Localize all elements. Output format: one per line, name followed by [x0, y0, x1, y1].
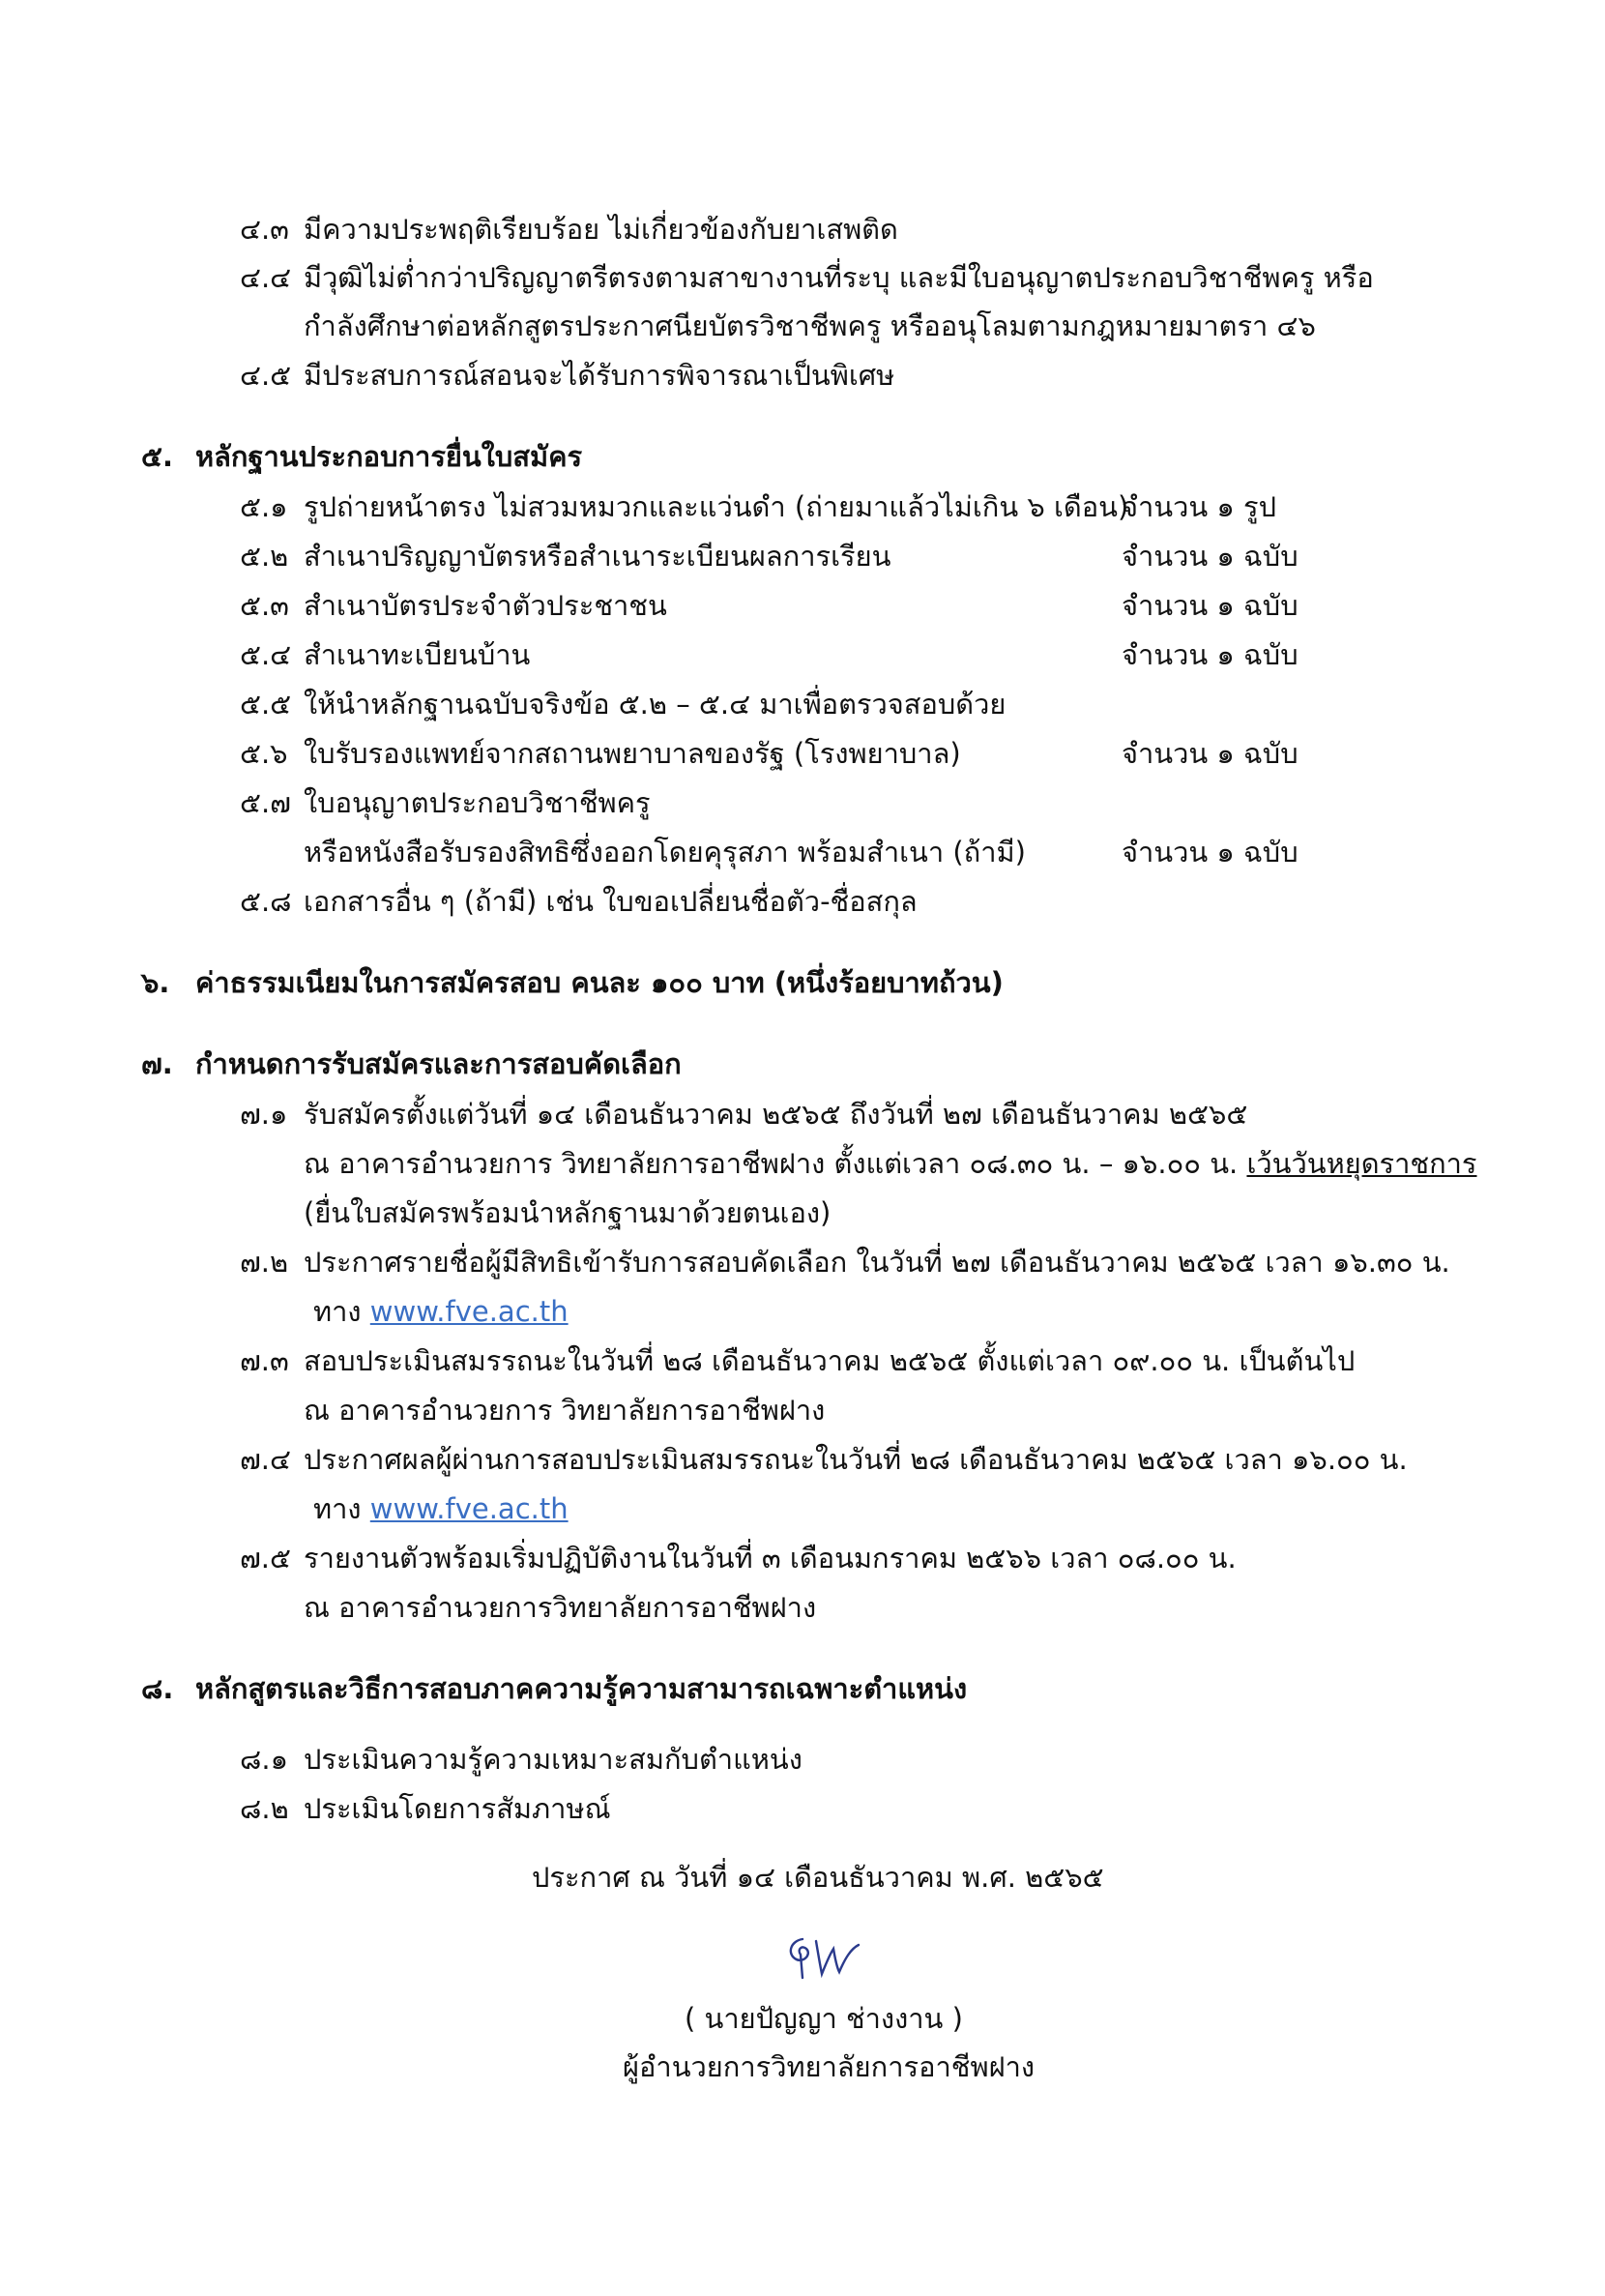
section-title: ค่าธรรมเนียมในการสมัครสอบ คนละ ๑๐๐ บาท (หนึ่งร้อยบาทถ้วน)	[195, 966, 1004, 999]
item-7-4	[240, 1443, 1408, 1476]
signature-stroke-1	[791, 1939, 808, 1978]
item-5-6-quantity: จำนวน ๑ ฉบับ	[1122, 737, 1299, 770]
item-text: ใบรับรองแพทย์จากสถานพยาบาลของรัฐ (โรงพยาบาล)	[304, 737, 961, 770]
item-number: ๗.๕	[240, 1542, 291, 1575]
section-title: กำหนดการรับสมัครและการสอบคัดเลือก	[195, 1047, 682, 1080]
item-number: ๘.๑	[240, 1743, 288, 1776]
section-number: ๕.	[141, 440, 173, 473]
item-7-4-via	[313, 1492, 569, 1525]
section-5-heading	[141, 440, 583, 473]
item-text: รายงานตัวพร้อมเริ่มปฏิบัติงานในวันที่ ๓ เดือนมกราคม ๒๕๖๖ เวลา ๐๘.๐๐ น.	[304, 1542, 1237, 1575]
item-7-3-continuation: ณ อาคารอำนวยการ วิทยาลัยการอาชีพฝาง	[304, 1394, 826, 1427]
item-number: ๔.๓	[240, 213, 289, 246]
item-number: ๔.๕	[240, 359, 292, 392]
location-time-text: ณ อาคารอำนวยการ วิทยาลัยการอาชีพฝาง ตั้งแต่เวลา ๐๘.๓๐ น. – ๑๖.๐๐ น.	[304, 1147, 1239, 1180]
item-number: ๔.๔	[240, 261, 292, 294]
item-text: สำเนาทะเบียนบ้าน	[304, 638, 531, 671]
item-5-8	[240, 885, 918, 918]
item-text: ประกาศผลผู้ผ่านการสอบประเมินสมรรถนะในวันที่ ๒๘ เดือนธันวาคม ๒๕๖๕ เวลา ๑๖.๐๐ น.	[304, 1443, 1408, 1476]
item-number: ๗.๔	[240, 1443, 291, 1476]
section-number: ๖.	[141, 966, 170, 999]
via-label: ทาง	[313, 1492, 362, 1525]
item-number: ๕.๖	[240, 737, 288, 770]
item-number: ๕.๔	[240, 638, 292, 671]
section-6-heading	[141, 966, 1004, 999]
section-title: หลักสูตรและวิธีการสอบภาคความรู้ความสามารถเฉพาะตำแหน่ง	[195, 1672, 968, 1705]
item-7-2	[240, 1246, 1450, 1279]
signature-stroke-2	[816, 1941, 859, 1974]
item-5-1-quantity: จำนวน ๑ รูป	[1122, 490, 1277, 523]
item-text: ประกาศรายชื่อผู้มีสิทธิเข้ารับการสอบคัดเลือก ในวันที่ ๒๗ เดือนธันวาคม ๒๕๖๕ เวลา ๑๖.๓๐ น.	[304, 1246, 1450, 1279]
item-number: ๗.๓	[240, 1344, 289, 1377]
website-link[interactable]: www.fve.ac.th	[369, 1492, 569, 1525]
item-number: ๕.๒	[240, 540, 289, 573]
holiday-note: เว้นวันหยุดราชการ	[1246, 1147, 1477, 1180]
item-5-2-quantity: จำนวน ๑ ฉบับ	[1122, 540, 1299, 573]
item-text: รับสมัครตั้งแต่วันที่ ๑๔ เดือนธันวาคม ๒๕๖๕ ถึงวันที่ ๒๗ เดือนธันวาคม ๒๕๖๕	[304, 1098, 1248, 1131]
item-4-4	[240, 261, 1374, 294]
item-5-7-continuation: หรือหนังสือรับรองสิทธิซึ่งออกโดยคุรุสภา พร้อมสำเนา (ถ้ามี)	[304, 836, 1026, 868]
item-7-5-continuation: ณ อาคารอำนวยการวิทยาลัยการอาชีพฝาง	[304, 1591, 817, 1624]
item-text: ประเมินความรู้ความเหมาะสมกับตำแหน่ง	[304, 1743, 802, 1776]
item-7-5	[240, 1542, 1237, 1575]
signatory-position: ผู้อำนวยการวิทยาลัยการอาชีพฝาง	[623, 2050, 1036, 2083]
signatory-name: ( นายปัญญา ช่างงาน )	[685, 2002, 963, 2035]
item-4-3	[240, 213, 898, 246]
item-text: ให้นำหลักฐานฉบับจริงข้อ ๕.๒ – ๕.๔ มาเพื่อตรวจสอบด้วย	[304, 688, 1007, 721]
section-title: หลักฐานประกอบการยื่นใบสมัคร	[195, 440, 583, 473]
item-text: ใบอนุญาตประกอบวิชาชีพครู	[304, 786, 651, 819]
item-7-1-note: (ยื่นใบสมัครพร้อมนำหลักฐานมาด้วยตนเอง)	[304, 1196, 832, 1229]
item-number: ๕.๗	[240, 786, 291, 819]
website-link[interactable]: www.fve.ac.th	[369, 1295, 569, 1328]
item-text: มีความประพฤติเรียบร้อย ไม่เกี่ยวข้องกับยาเสพติด	[304, 213, 898, 246]
item-5-6	[240, 737, 961, 770]
item-number: ๗.๑	[240, 1098, 288, 1131]
item-text: สำเนาปริญญาบัตรหรือสำเนาระเบียนผลการเรียน	[304, 540, 891, 573]
section-7-heading	[141, 1047, 682, 1080]
item-7-2-via	[313, 1295, 569, 1328]
signature-image	[773, 1920, 880, 1987]
item-text: สอบประเมินสมรรถนะในวันที่ ๒๘ เดือนธันวาคม ๒๕๖๕ ตั้งแต่เวลา ๐๙.๐๐ น. เป็นต้นไป	[304, 1344, 1356, 1377]
item-5-7	[240, 786, 651, 819]
item-5-3	[240, 589, 667, 622]
item-number: ๕.๕	[240, 688, 292, 721]
item-4-4-continuation: กำลังศึกษาต่อหลักสูตรประกาศนียบัตรวิชาชีพครู หรืออนุโลมตามกฎหมายมาตรา ๔๖	[304, 309, 1316, 342]
item-8-1	[240, 1743, 802, 1776]
item-number: ๕.๑	[240, 490, 288, 523]
item-text: สำเนาบัตรประจำตัวประชาชน	[304, 589, 667, 622]
item-4-5	[240, 359, 895, 392]
item-text: รูปถ่ายหน้าตรง ไม่สวมหมวกและแว่นดำ (ถ่ายมาแล้วไม่เกิน ๖ เดือน)	[304, 490, 1129, 523]
item-number: ๗.๒	[240, 1246, 289, 1279]
item-5-4	[240, 638, 531, 671]
item-5-4-quantity: จำนวน ๑ ฉบับ	[1122, 638, 1299, 671]
item-5-1	[240, 490, 1129, 523]
via-label: ทาง	[313, 1295, 362, 1328]
item-8-2	[240, 1792, 611, 1825]
item-number: ๕.๓	[240, 589, 289, 622]
item-5-5	[240, 688, 1007, 721]
item-7-1	[240, 1098, 1248, 1131]
item-5-3-quantity: จำนวน ๑ ฉบับ	[1122, 589, 1299, 622]
item-text: เอกสารอื่น ๆ (ถ้ามี) เช่น ใบขอเปลี่ยนชื่อตัว-ชื่อสกุล	[304, 885, 918, 918]
item-7-1-continuation	[304, 1147, 1477, 1180]
item-text: มีวุฒิไม่ต่ำกว่าปริญญาตรีตรงตามสาขางานที่ระบุ และมีใบอนุญาตประกอบวิชาชีพครู หรือ	[304, 261, 1374, 294]
section-8-heading	[141, 1672, 968, 1705]
item-number: ๘.๒	[240, 1792, 289, 1825]
section-number: ๘.	[141, 1672, 174, 1705]
announcement-date: ประกาศ ณ วันที่ ๑๔ เดือนธันวาคม พ.ศ. ๒๕๖๕	[532, 1861, 1104, 1894]
section-number: ๗.	[141, 1047, 173, 1080]
item-5-2	[240, 540, 891, 573]
item-text: ประเมินโดยการสัมภาษณ์	[304, 1792, 611, 1825]
item-number: ๕.๘	[240, 885, 292, 918]
item-7-3	[240, 1344, 1356, 1377]
item-text: มีประสบการณ์สอนจะได้รับการพิจารณาเป็นพิเศษ	[304, 359, 895, 392]
item-5-7-quantity: จำนวน ๑ ฉบับ	[1122, 836, 1299, 868]
